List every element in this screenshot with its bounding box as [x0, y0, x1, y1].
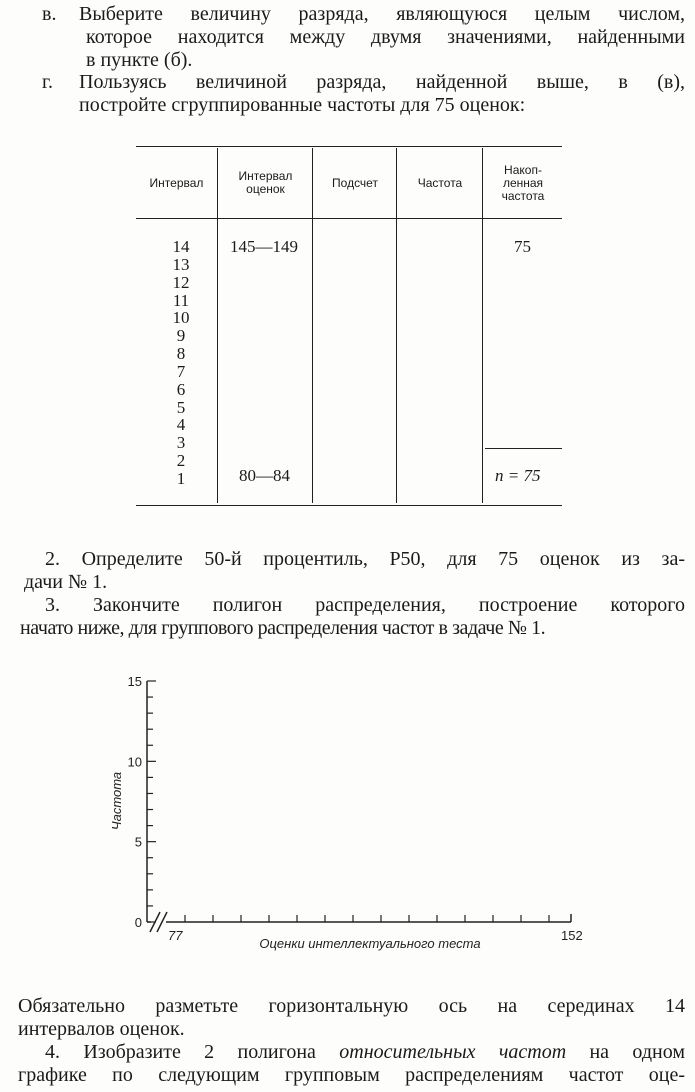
item-v-line-2: которое находится между двумя значениями, найденными [86, 26, 685, 48]
table-col-divider [217, 148, 218, 503]
interval-number-column [156, 238, 206, 488]
chart-axes [147, 681, 571, 932]
header-score-interval: Интервал оценок [238, 169, 293, 196]
table-top-rule [136, 146, 562, 147]
y-tick-label: 5 [134, 834, 142, 850]
y-tick-label: 10 [127, 754, 142, 770]
x-end-label: 152 [561, 928, 583, 943]
item-v-line-3: в пункте (б). [86, 49, 193, 71]
header-frequency: Частота [417, 175, 463, 190]
interval-number: 13 [172, 254, 190, 274]
note-line-1: Обязательно разметьте горизонтальную ось на серединах 14 [18, 995, 685, 1017]
y-tick-label: 15 [127, 674, 142, 689]
header-tally: Подсчет [332, 175, 378, 190]
item-v-line-1: Выберите величину разряда, являющуюся целым числом, [79, 3, 685, 25]
table-col-divider [482, 148, 483, 503]
interval-number: 9 [176, 326, 186, 346]
table-col-divider [396, 148, 397, 503]
interval-number: 8 [176, 344, 186, 364]
note-line-2: интервалов оценок. [18, 1018, 185, 1040]
cumulative-sum-rule [485, 448, 562, 449]
x-axis-title: Оценки интеллектуального теста [259, 936, 481, 951]
interval-number: 1 [176, 468, 186, 488]
header-cumulative: Накоп-ленная частота [501, 162, 545, 203]
x-start-label: 77 [168, 928, 183, 943]
top-cumulative-value: 75 [514, 237, 531, 256]
axis-break-mark [150, 912, 160, 932]
frequency-table [136, 146, 562, 508]
interval-number: 4 [176, 415, 186, 435]
item-v-marker: в. [42, 3, 57, 25]
axis-break-mark [157, 912, 167, 932]
table-col-divider [312, 148, 313, 503]
header-interval: Интервал [149, 175, 204, 190]
problem4-italic: относительных частот [339, 1041, 567, 1063]
table-header-rule [136, 218, 562, 219]
y-tick-label: 0 [134, 915, 142, 930]
interval-number: 5 [176, 397, 186, 417]
interval-number: 2 [176, 451, 186, 471]
interval-number: 10 [172, 308, 190, 328]
interval-number: 6 [176, 379, 186, 399]
interval-number: 3 [176, 433, 186, 453]
chart-labels [109, 674, 583, 951]
problem4-suffix: на одном [566, 1041, 685, 1063]
problem2-line-1: 2. Определите 50-й процентиль, P50, для 75 оценок из за- [45, 548, 685, 570]
y-axis-title: Частота [109, 771, 124, 831]
problem4-line-2: графике по следующим групповым распределениям частот оце- [18, 1064, 685, 1086]
problem4-prefix: 4. Изобразите 2 полигона [45, 1041, 340, 1063]
problem3-line-1: 3. Закончите полигон распределения, построение которого [45, 594, 685, 616]
last-score-range: 80—84 [239, 466, 290, 485]
first-score-range: 145—149 [230, 237, 298, 256]
problem2-line-2: дачи № 1. [24, 571, 108, 593]
item-g-marker: г. [42, 71, 53, 93]
problem3-line-2: начато ниже, для группового распределения частот в задаче № 1. [20, 617, 546, 639]
interval-number: 12 [172, 272, 190, 292]
problem4-line-1 [45, 1041, 685, 1063]
item-g-line-2: постройте сгруппированные частоты для 75 оценок: [79, 94, 526, 116]
interval-number: 11 [172, 290, 190, 310]
chart-ticks [147, 681, 549, 922]
interval-number: 7 [176, 361, 186, 381]
item-g-line-1: Пользуясь величиной разряда, найденной выше, в (в), [79, 71, 685, 93]
n-total: n = 75 [495, 466, 541, 485]
table-bottom-rule [136, 505, 562, 506]
interval-number: 14 [172, 237, 190, 256]
